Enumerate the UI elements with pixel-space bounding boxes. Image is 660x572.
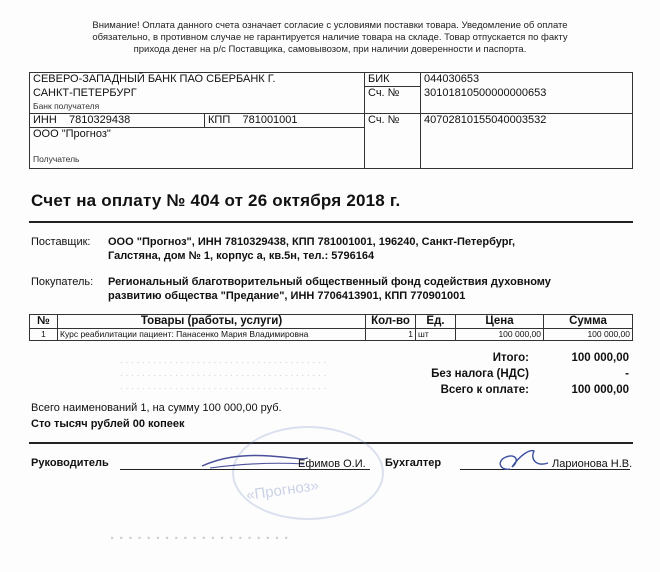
title-divider — [29, 221, 633, 223]
recipient-cell — [30, 127, 365, 168]
ghost-text-2: · · · · · · · · · · · · · · · · · · · · · · · · · · · · · · · · · · · · · · — [120, 370, 327, 380]
summary-count: Всего наименований 1, на сумму 100 000,00 руб. — [31, 402, 282, 414]
item-sum: 100 000,00 — [544, 329, 633, 341]
bank-details-table — [29, 72, 633, 169]
supplier-block — [31, 235, 631, 265]
total-value: 100 000,00 — [571, 384, 629, 396]
col-qty: Кол-во — [366, 315, 416, 329]
col-unit: Ед. — [416, 315, 456, 329]
ghost-title: · · · · · · · · · · · · · · · · · · · · — [110, 530, 290, 547]
payment-notice — [60, 20, 600, 56]
accountant-name: Ларионова Н.В. — [552, 458, 633, 470]
supplier-value: ООО "Прогноз", ИНН 7810329438, КПП 781001001, 196240, Санкт-Петербург, Галстяна, дом № 1, корпус а, кв.5н, тел.: 5796164 — [108, 236, 516, 262]
item-unit: шт — [416, 329, 456, 341]
items-header-row — [30, 315, 633, 329]
nds-value: - — [625, 368, 629, 380]
ghost-text-1: · · · · · · · · · · · · · · · · · · · · · · · · · · · · · · · · · · · · · · — [120, 357, 327, 367]
col-price: Цена — [456, 315, 544, 329]
ghost-text-3: · · · · · · · · · · · · · · · · · · · · · · · · · · · · · · · · · · · · · · — [120, 383, 327, 393]
bank-name-cont: САНКТ-ПЕТЕРБУРГ Банк получателя — [30, 87, 365, 114]
inn-value: 7810329438 — [69, 113, 131, 126]
invoice-title: Счет на оплату № 404 от 26 октября 2018 г. — [31, 191, 401, 210]
accountant-signature — [490, 445, 550, 475]
director-name: Ефимов О.И. — [298, 458, 366, 470]
col-sum: Сумма — [544, 315, 633, 329]
totals-block — [229, 352, 629, 402]
nds-label: Без налога (НДС) — [431, 368, 529, 380]
account-value: 40702810155040003532 — [421, 113, 633, 168]
items-table — [29, 314, 633, 341]
summary-words: Сто тысяч рублей 00 копеек — [31, 418, 185, 430]
total-label: Всего к оплате: — [440, 384, 529, 396]
notice-line-2: обязательно, в противном случае не гарантируется наличие товара на складе. Товар отпускается по факту — [92, 32, 568, 43]
itogo-label: Итого: — [492, 352, 529, 364]
buyer-label: Покупатель: — [31, 276, 94, 288]
bik-value: 044030653 — [421, 73, 633, 87]
inn-cell — [30, 113, 205, 127]
recipient-label: Получатель — [33, 153, 80, 164]
item-price: 100 000,00 — [456, 329, 544, 341]
bik-label: БИК — [365, 73, 421, 87]
accountant-label: Бухгалтер — [385, 457, 442, 469]
supplier-label: Поставщик: — [31, 236, 91, 248]
notice-line-1: Внимание! Оплата данного счета означает согласие с условиями поставки товара. Уведомление об оплате — [92, 20, 568, 31]
buyer-block — [31, 275, 631, 305]
table-row — [30, 329, 633, 341]
bank-name: СЕВЕРО-ЗАПАДНЫЙ БАНК ПАО СБЕРБАНК Г. — [30, 73, 365, 87]
col-number: № — [30, 315, 58, 329]
kpp-label: КПП — [208, 113, 231, 126]
itogo-value: 100 000,00 — [571, 352, 629, 364]
director-label: Руководитель — [31, 457, 109, 469]
item-number: 1 — [30, 329, 58, 341]
kpp-cell — [205, 113, 365, 127]
director-signature — [200, 448, 310, 474]
recipient-name: ООО "Прогноз" — [33, 127, 111, 140]
account-label: Сч. № — [365, 113, 421, 168]
inn-label: ИНН — [33, 113, 57, 126]
buyer-value: Региональный благотворительный общественный фонд содействия духовному развитию общества "Предание", ИНН 7706413901, КПП 770901001 — [108, 276, 551, 302]
col-goods: Товары (работы, услуги) — [58, 315, 366, 329]
item-name: Курс реабилитации пациент: Панасенко Мария Владимировна — [58, 329, 366, 341]
corr-account-label: Сч. № — [365, 87, 421, 114]
stamp-text: «Прогноз» — [245, 477, 320, 504]
corr-account-value: 30101810500000000653 — [421, 87, 633, 114]
bank-label: Банк получателя — [33, 100, 100, 111]
kpp-value: 781001001 — [242, 113, 298, 126]
item-qty: 1 — [366, 329, 416, 341]
notice-line-3: прихода денег на р/с Поставщика, самовывозом, при наличии доверенности и паспорта. — [133, 44, 527, 55]
